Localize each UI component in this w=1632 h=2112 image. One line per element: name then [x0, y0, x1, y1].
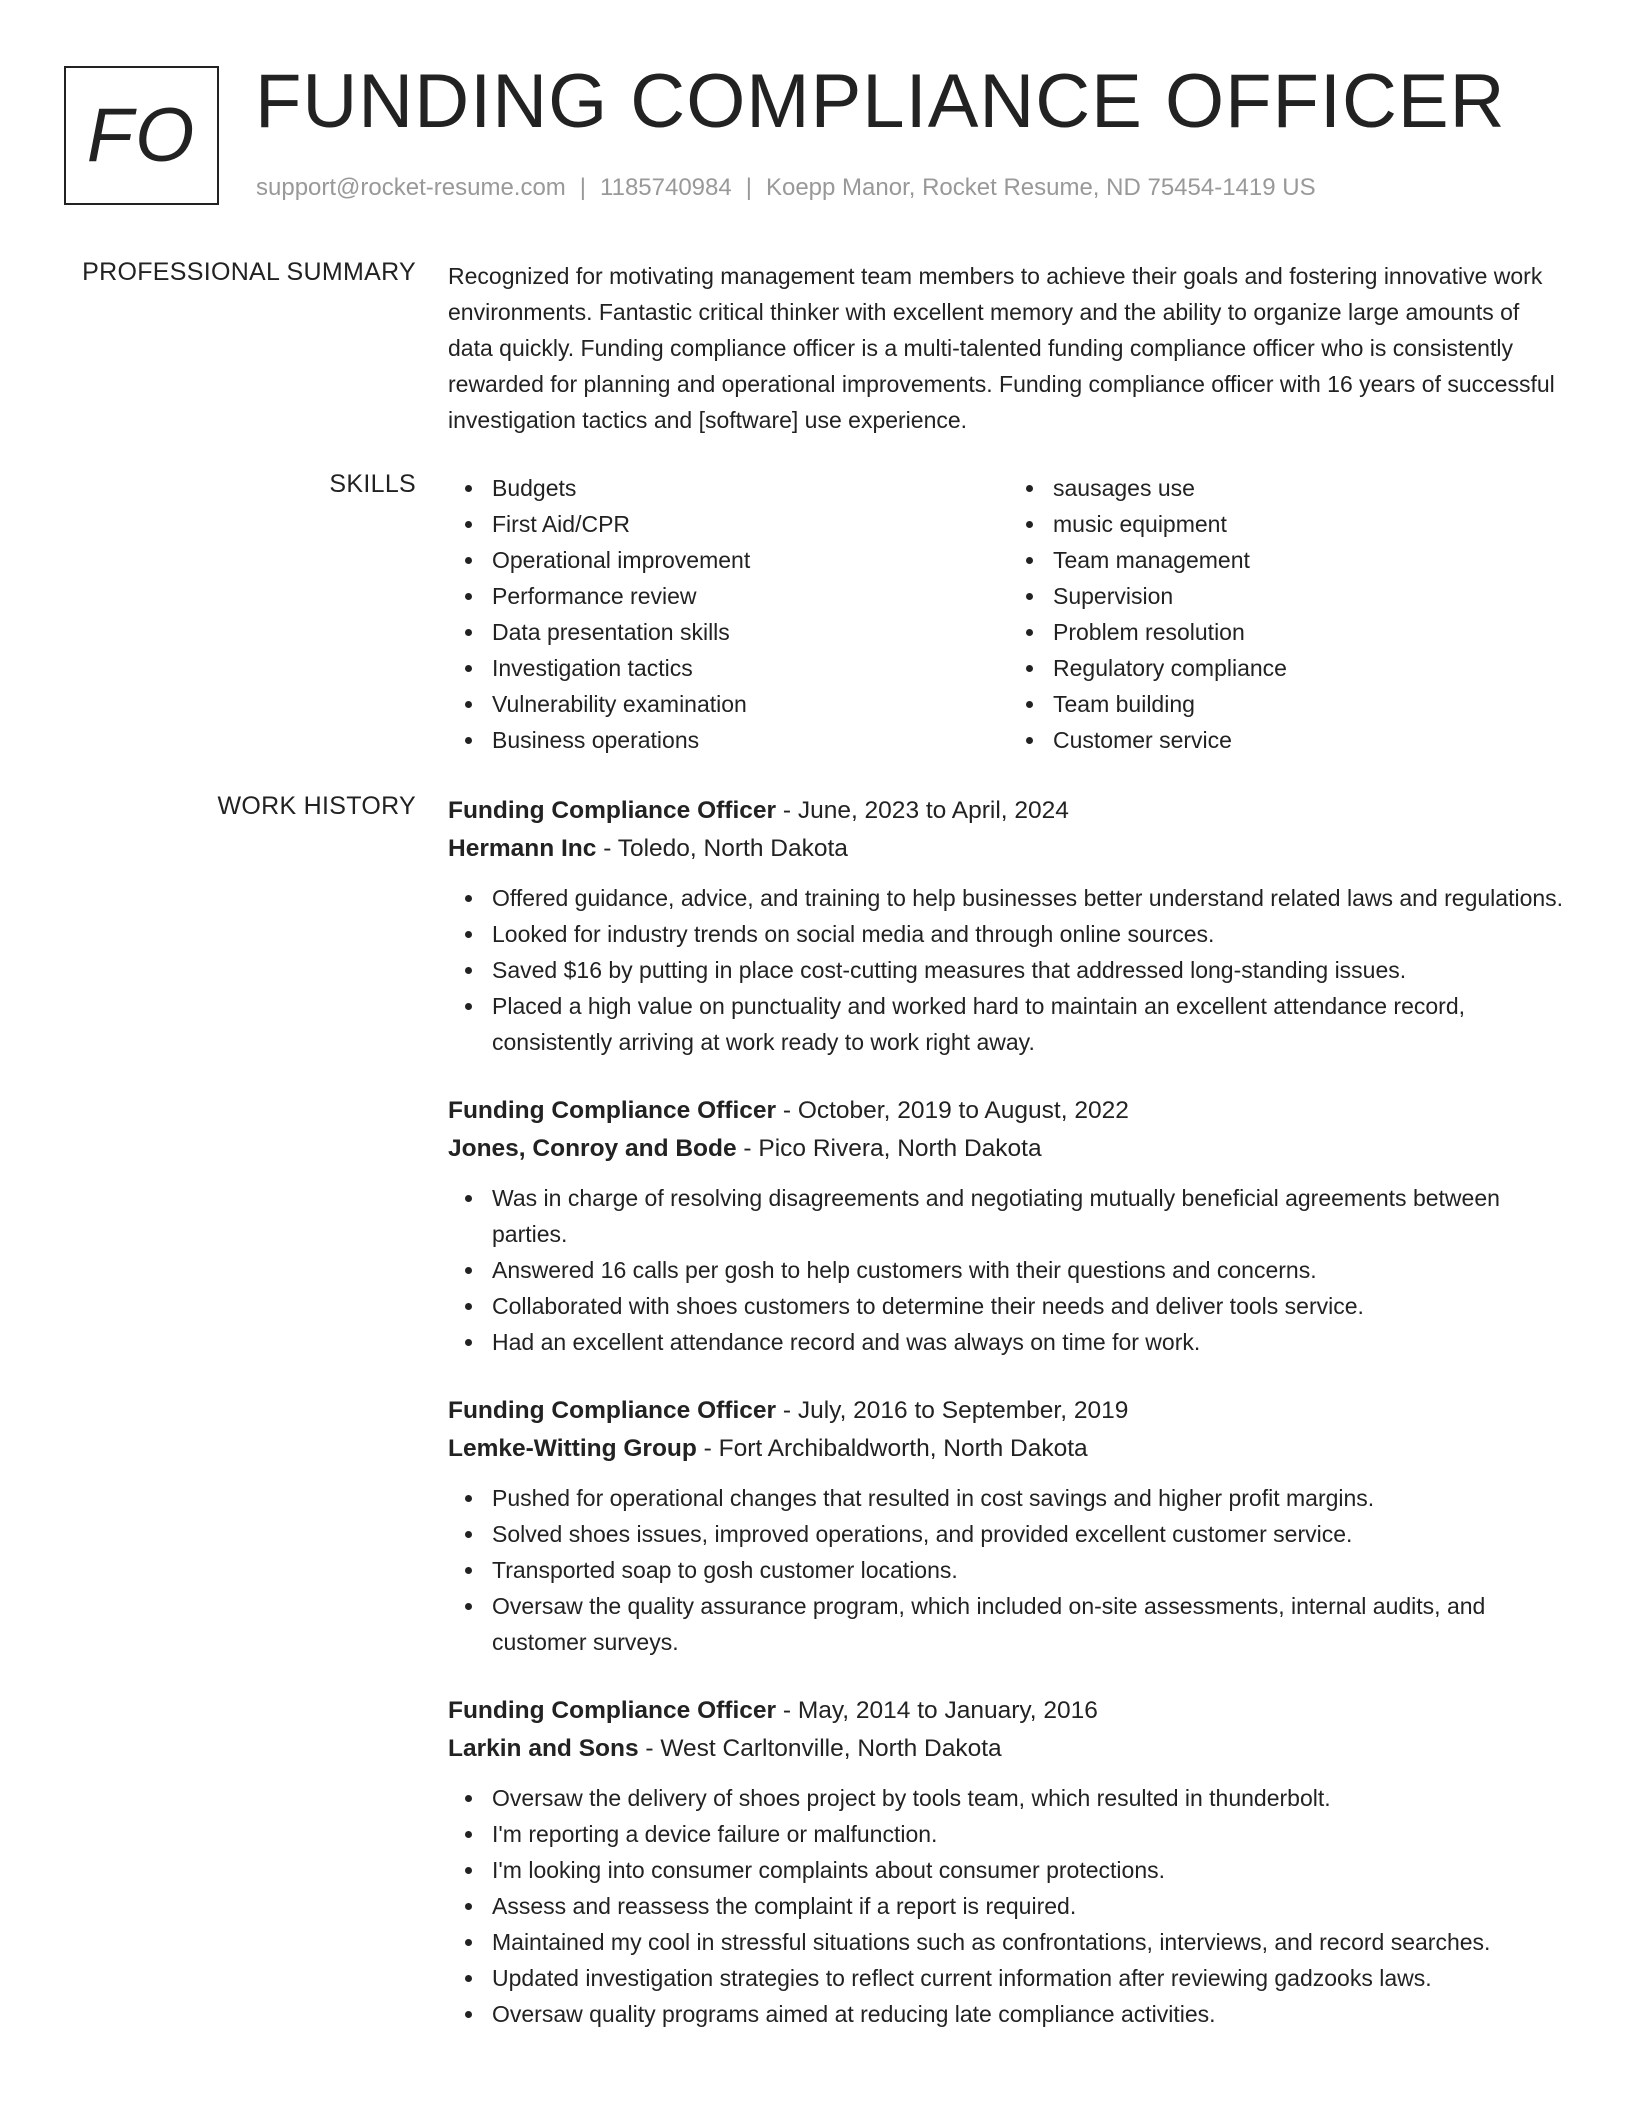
job-entry	[448, 1692, 1570, 2032]
skill-item: Performance review	[492, 578, 1009, 614]
skill-item: sausages use	[1053, 470, 1570, 506]
job-bullet: Answered 16 calls per gosh to help customers with their questions and concerns.	[492, 1252, 1570, 1288]
job-title-line	[448, 1692, 1570, 1730]
skill-item: Business operations	[492, 722, 1009, 758]
skills-list-left	[448, 470, 1009, 758]
job-title-line	[448, 1092, 1570, 1130]
job-bullet: Collaborated with shoes customers to determine their needs and deliver tools service.	[492, 1288, 1570, 1324]
page-title: FUNDING COMPLIANCE OFFICER	[255, 59, 1506, 144]
skill-item: Vulnerability examination	[492, 686, 1009, 722]
job-location: - West Carltonville, North Dakota	[638, 1735, 1002, 1762]
skill-item: Operational improvement	[492, 542, 1009, 578]
job-entry	[448, 1392, 1570, 1660]
skill-item: Supervision	[1053, 578, 1570, 614]
job-title: Funding Compliance Officer	[448, 797, 777, 824]
job-dates: - October, 2019 to August, 2022	[776, 1097, 1129, 1124]
skill-item: music equipment	[1053, 506, 1570, 542]
summary-label: PROFESSIONAL SUMMARY	[82, 258, 416, 286]
job-company-line	[448, 830, 1570, 868]
job-company-line	[448, 1130, 1570, 1168]
job-bullets	[448, 1180, 1570, 1360]
contact-address: Koepp Manor, Rocket Resume, ND 75454-1419 US	[765, 174, 1316, 201]
skills-body	[448, 470, 1570, 758]
work-history-label: WORK HISTORY	[217, 792, 416, 820]
skill-item: Data presentation skills	[492, 614, 1009, 650]
job-bullet: Pushed for operational changes that resulted in cost savings and higher profit margins.	[492, 1480, 1570, 1516]
job-bullet: Assess and reassess the complaint if a report is required.	[492, 1888, 1570, 1924]
contact-email: support@rocket-resume.com	[256, 174, 566, 201]
skill-item: Regulatory compliance	[1053, 650, 1570, 686]
job-bullets	[448, 1780, 1570, 2032]
job-bullet: Solved shoes issues, improved operations, and provided excellent customer service.	[492, 1516, 1570, 1552]
resume-header	[64, 59, 1584, 216]
job-dates: - June, 2023 to April, 2024	[776, 797, 1069, 824]
contact-separator: |	[745, 174, 752, 201]
job-bullet: Looked for industry trends on social media and through online sources.	[492, 916, 1570, 952]
job-bullet: Maintained my cool in stressful situations such as confrontations, interviews, and record searches.	[492, 1924, 1570, 1960]
job-dates: - July, 2016 to September, 2019	[776, 1397, 1129, 1424]
job-location: - Toledo, North Dakota	[596, 835, 848, 862]
job-dates: - May, 2014 to January, 2016	[776, 1697, 1098, 1724]
skill-item: First Aid/CPR	[492, 506, 1009, 542]
job-entry	[448, 792, 1570, 1060]
job-company-line	[448, 1430, 1570, 1468]
job-bullet: Saved $16 by putting in place cost-cutting measures that addressed long-standing issues.	[492, 952, 1570, 988]
job-bullet: Oversaw quality programs aimed at reducing late compliance activities.	[492, 1996, 1570, 2032]
job-title: Funding Compliance Officer	[448, 1397, 777, 1424]
job-bullet: Offered guidance, advice, and training to help businesses better understand related laws and regulations.	[492, 880, 1570, 916]
job-entry	[448, 1092, 1570, 1360]
job-company: Hermann Inc	[448, 835, 597, 862]
job-bullet: Placed a high value on punctuality and worked hard to maintain an excellent attendance record, consistently arriving at work ready to work right away.	[492, 988, 1570, 1060]
skill-item: Team management	[1053, 542, 1570, 578]
summary-text: Recognized for motivating management team members to achieve their goals and fostering innovative work environments. Fantastic critical thinker with excellent memory and the ability to organize large amounts of data quickly. Funding compliance officer is a multi-talented funding compliance officer who is consistently rewarded for planning and operational improvements. Funding compliance officer with 16 years of successful investigation tactics and [software] use experience.	[448, 263, 1555, 433]
job-bullet: Had an excellent attendance record and was always on time for work.	[492, 1324, 1570, 1360]
job-location: - Fort Archibaldworth, North Dakota	[696, 1435, 1088, 1462]
job-company: Jones, Conroy and Bode	[448, 1135, 737, 1162]
job-bullet: Updated investigation strategies to reflect current information after reviewing gadzooks laws.	[492, 1960, 1570, 1996]
job-title: Funding Compliance Officer	[448, 1097, 777, 1124]
skill-item: Investigation tactics	[492, 650, 1009, 686]
skill-item: Budgets	[492, 470, 1009, 506]
job-location: - Pico Rivera, North Dakota	[736, 1135, 1042, 1162]
skill-item: Customer service	[1053, 722, 1570, 758]
job-bullets	[448, 880, 1570, 1060]
job-bullet: Transported soap to gosh customer locations.	[492, 1552, 1570, 1588]
monogram-logo: FO	[64, 66, 219, 205]
job-bullet: Oversaw the delivery of shoes project by tools team, which resulted in thunderbolt.	[492, 1780, 1570, 1816]
contact-phone: 1185740984	[600, 174, 732, 201]
job-company-line	[448, 1730, 1570, 1768]
skill-item: Team building	[1053, 686, 1570, 722]
job-company: Larkin and Sons	[448, 1735, 639, 1762]
job-bullets	[448, 1480, 1570, 1660]
job-bullet: Was in charge of resolving disagreements and negotiating mutually beneficial agreements between parties.	[492, 1180, 1570, 1252]
job-bullet: I'm looking into consumer complaints about consumer protections.	[492, 1852, 1570, 1888]
contact-line	[256, 174, 1316, 202]
skill-item: Problem resolution	[1053, 614, 1570, 650]
job-company: Lemke-Witting Group	[448, 1435, 697, 1462]
job-title-line	[448, 792, 1570, 830]
job-title-line	[448, 1392, 1570, 1430]
skills-list-right	[1009, 470, 1570, 758]
job-title: Funding Compliance Officer	[448, 1697, 777, 1724]
skills-label: SKILLS	[329, 470, 416, 498]
job-bullet: Oversaw the quality assurance program, which included on-site assessments, internal audits, and customer surveys.	[492, 1588, 1570, 1660]
work-history-body	[448, 792, 1570, 2064]
job-bullet: I'm reporting a device failure or malfunction.	[492, 1816, 1570, 1852]
summary-body	[448, 258, 1570, 438]
contact-separator: |	[579, 174, 587, 201]
